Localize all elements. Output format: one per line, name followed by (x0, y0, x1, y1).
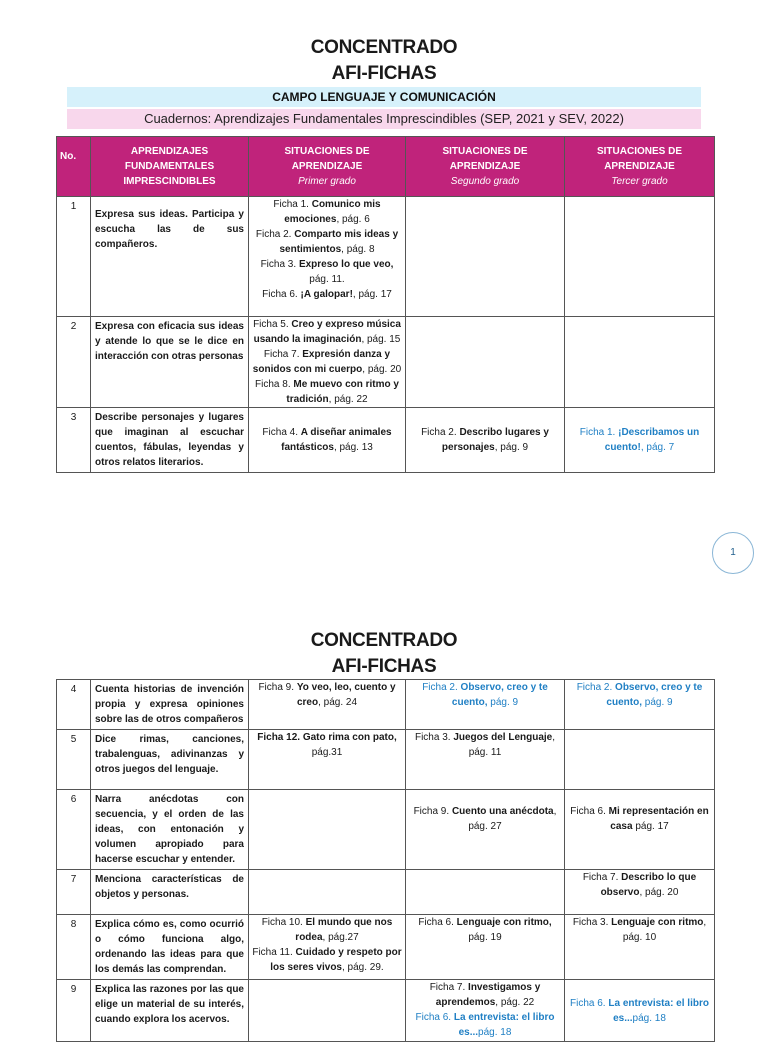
ficha-entry: Ficha 6. La entrevista: el libro es...pág. 18 (570, 997, 709, 1024)
ficha-entry: Ficha 3. Juegos del Lenguaje, pág. 11 (414, 732, 556, 758)
ficha-entry: Ficha 6. ¡A galopar!, pág. 17 (262, 289, 392, 300)
table-row (57, 790, 715, 870)
grade1-cell (249, 980, 406, 1042)
table-row (57, 680, 715, 730)
fichas-table-page1 (56, 136, 715, 473)
ficha-entry: Ficha 6. Mi representación en casa pág. 17 (570, 806, 709, 832)
row-number: 1 (57, 197, 91, 317)
table-header-row (57, 137, 715, 197)
ficha-entry: Ficha 2. Describo lugares y personajes, pág. 9 (421, 427, 549, 453)
grade3-cell (565, 790, 715, 870)
ficha-entry: Ficha 11. Cuidado y respeto por los seres vivos, pág. 29. (252, 947, 402, 973)
grade2-cell (406, 317, 565, 408)
ficha-entry: Ficha 12. Gato rima con pato, pág.31 (257, 732, 397, 758)
table-row (57, 408, 715, 473)
table-row (57, 317, 715, 408)
grade3-cell (565, 980, 715, 1042)
grade1-cell (249, 408, 406, 473)
grade2-cell (406, 197, 565, 317)
ficha-entry: Ficha 5. Creo y expreso música usando la imaginación, pág. 15 (253, 319, 401, 345)
header-grade2: SITUACIONES DE APRENDIZAJE Segundo grado (406, 137, 565, 197)
grade2-cell (406, 790, 565, 870)
ficha-entry: Ficha 3. Expreso lo que veo, pág. 11. (260, 259, 394, 285)
aprendizaje-cell: Dice rimas, canciones, trabalenguas, adivinanzas y otros juegos del lenguaje. (91, 730, 249, 790)
ficha-entry: Ficha 7. Describo lo que observo, pág. 20 (582, 872, 697, 898)
row-number: 6 (57, 790, 91, 870)
grade2-cell (406, 980, 565, 1042)
ficha-entry: Ficha 6. Lenguaje con ritmo, pág. 19 (418, 917, 552, 943)
grade3-cell (565, 408, 715, 473)
ficha-entry: Ficha 10. El mundo que nos rodea, pág.27 (261, 917, 393, 943)
table-row (57, 730, 715, 790)
ficha-entry: Ficha 1. ¡Describamos un cuento!, pág. 7 (579, 427, 700, 453)
aprendizaje-cell: Explica las razones por las que elige un material de su interés, cuando explora los acervos. (91, 980, 249, 1042)
ficha-entry: Ficha 3. Lenguaje con ritmo, pág. 10 (572, 917, 707, 943)
campo-banner: CAMPO LENGUAJE Y COMUNICACIÓN (67, 87, 701, 107)
aprendizaje-cell: Narra anécdotas con secuencia, y el orden de las ideas, con entonación y volumen apropiado para hacerse escuchar y entender. (91, 790, 249, 870)
grade2-cell (406, 408, 565, 473)
table-row (57, 870, 715, 915)
grade1-cell (249, 730, 406, 790)
grade1-cell (249, 915, 406, 980)
ficha-entry: Ficha 2. Observo, creo y te cuento, pág. 9 (422, 682, 548, 708)
row-number: 5 (57, 730, 91, 790)
row-number: 9 (57, 980, 91, 1042)
grade1-cell (249, 317, 406, 408)
grade2-cell (406, 870, 565, 915)
header-grade3: SITUACIONES DE APRENDIZAJE Tercer grado (565, 137, 715, 197)
grade3-cell (565, 197, 715, 317)
grade1-cell (249, 197, 406, 317)
aprendizaje-cell: Explica cómo es, como ocurrió o cómo funciona algo, ordenando las ideas para que los demás las comprendan. (91, 915, 249, 980)
row-number: 3 (57, 408, 91, 473)
grade3-cell (565, 870, 715, 915)
grade3-cell (565, 730, 715, 790)
header-grade1: SITUACIONES DE APRENDIZAJE Primer grado (249, 137, 406, 197)
page2-title-line1: CONCENTRADO (310, 630, 458, 651)
table-row (57, 915, 715, 980)
ficha-entry: Ficha 4. A diseñar animales fantásticos, pág. 13 (262, 427, 392, 453)
ficha-entry: Ficha 2. Comparto mis ideas y sentimientos, pág. 8 (255, 229, 399, 255)
aprendizaje-cell: Cuenta historias de invención propia y expresa opiniones sobre las de otros compañeros (91, 680, 249, 730)
grade2-cell (406, 680, 565, 730)
table-row (57, 980, 715, 1042)
grade3-cell (565, 915, 715, 980)
row-number: 7 (57, 870, 91, 915)
ficha-entry: Ficha 2. Observo, creo y te cuento, pág. 9 (576, 682, 703, 708)
ficha-entry: Ficha 9. Yo veo, leo, cuento y creo, pág. 24 (258, 682, 396, 708)
aprendizaje-cell: Expresa con eficacia sus ideas y atende lo que se le dice en interacción con otras personas (91, 317, 249, 408)
row-number: 4 (57, 680, 91, 730)
grade2-cell (406, 915, 565, 980)
row-number: 8 (57, 915, 91, 980)
ficha-entry: Ficha 7. Expresión danza y sonidos con mi cuerpo, pág. 20 (252, 349, 402, 375)
aprendizaje-cell: Menciona características de objetos y personas. (91, 870, 249, 915)
cuadernos-banner: Cuadernos: Aprendizajes Fundamentales Imprescindibles (SEP, 2021 y SEV, 2022) (67, 109, 701, 129)
grade1-cell (249, 870, 406, 915)
aprendizaje-cell: Describe personajes y lugares que imaginan al escuchar cuentos, fábulas, leyendas y otros relatos literarios. (91, 408, 249, 473)
page-title-line1: CONCENTRADO (310, 37, 458, 58)
ficha-entry: Ficha 7. Investigamos y aprendemos, pág. 22 (429, 982, 541, 1008)
grade3-cell (565, 317, 715, 408)
grade1-cell (249, 790, 406, 870)
page2-title-line2: AFI-FICHAS (331, 656, 437, 677)
page-number-badge: 1 (712, 532, 754, 574)
page-title-line2: AFI-FICHAS (331, 63, 437, 84)
ficha-entry: Ficha 1. Comunico mis emociones, pág. 6 (273, 199, 381, 225)
row-number: 2 (57, 317, 91, 408)
table-row (57, 197, 715, 317)
grade2-cell (406, 730, 565, 790)
fichas-table-page2 (56, 679, 715, 1042)
aprendizaje-cell: Expresa sus ideas. Participa y escucha las de sus compañeros. (91, 197, 249, 317)
ficha-entry: Ficha 8. Me muevo con ritmo y tradición, pág. 22 (255, 379, 399, 405)
grade1-cell (249, 680, 406, 730)
grade3-cell (565, 680, 715, 730)
header-no: No. (57, 137, 91, 197)
ficha-entry: Ficha 6. La entrevista: el libro es...pág. 18 (415, 1012, 555, 1038)
ficha-entry: Ficha 9. Cuento una anécdota, pág. 27 (413, 806, 557, 832)
header-aprendizajes: APRENDIZAJES FUNDAMENTALES IMPRESCINDIBLES (91, 137, 249, 197)
